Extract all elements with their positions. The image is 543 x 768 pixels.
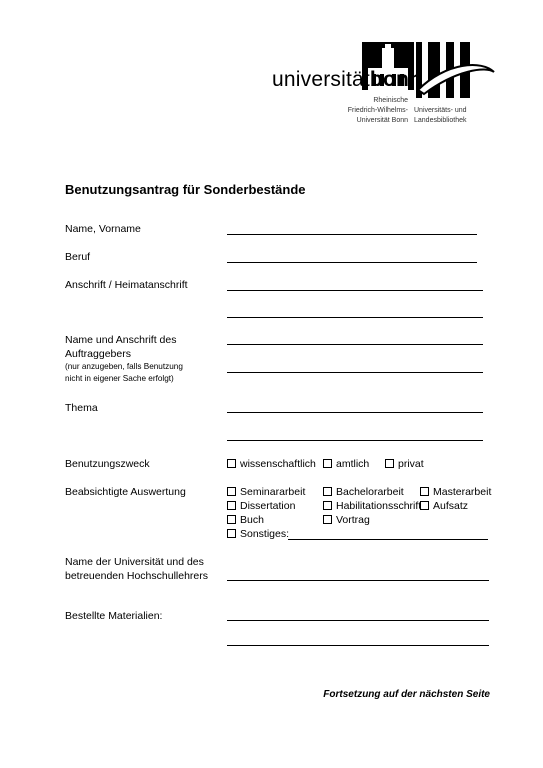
checkbox-dissertation[interactable]: Dissertation [227, 499, 295, 513]
checkbox-icon [227, 501, 236, 510]
checkbox-wissenschaftlich[interactable]: wissenschaftlich [227, 457, 316, 471]
checkbox-habilitationsschrift[interactable]: Habilitationsschrift [323, 499, 421, 513]
label-materialien: Bestellte Materialien: [65, 610, 163, 622]
checkbox-icon [323, 487, 332, 496]
label-auftraggeber: Name und Anschrift des Auftraggebers (nur anzugeben, falls Benutzung nicht in eigener Sache erfolgt) [65, 334, 183, 383]
logo-wordmark [272, 68, 422, 92]
field-thema-line-1[interactable] [227, 412, 483, 413]
field-auftraggeber-line-2[interactable] [227, 372, 483, 373]
checkbox-icon [385, 459, 394, 468]
checkbox-masterarbeit[interactable]: Masterarbeit [420, 485, 491, 499]
logo-word-regular: universität [272, 68, 370, 91]
label-name: Name, Vorname [65, 223, 141, 235]
field-universitaet-line[interactable] [227, 580, 489, 581]
checkbox-amtlich[interactable]: amtlich [323, 457, 369, 471]
label-zweck: Benutzungszweck [65, 458, 150, 470]
label-thema: Thema [65, 402, 98, 414]
checkbox-aufsatz[interactable]: Aufsatz [420, 499, 468, 513]
field-materialien-line-1[interactable] [227, 620, 489, 621]
page-title: Benutzungsantrag für Sonderbestände [65, 182, 306, 197]
checkbox-icon [323, 459, 332, 468]
field-anschrift-line-2[interactable] [227, 317, 483, 318]
checkbox-sonstiges[interactable]: Sonstiges: [227, 527, 289, 541]
field-thema-line-2[interactable] [227, 440, 483, 441]
continuation-note: Fortsetzung auf der nächsten Seite [323, 689, 490, 700]
label-auswertung: Beabsichtigte Auswertung [65, 486, 186, 498]
field-materialien-line-2[interactable] [227, 645, 489, 646]
logo-subtitle-right: Universitäts- und Landesbibliothek [414, 107, 467, 124]
checkbox-icon [227, 529, 236, 538]
field-sonstiges-line[interactable] [288, 539, 488, 540]
field-beruf-line[interactable] [227, 262, 477, 263]
library-bars-icon [416, 42, 496, 98]
checkbox-icon [227, 515, 236, 524]
checkbox-seminararbeit[interactable]: Seminararbeit [227, 485, 305, 499]
checkbox-icon [323, 515, 332, 524]
checkbox-icon [420, 501, 429, 510]
field-name-line[interactable] [227, 234, 477, 235]
checkbox-bachelorarbeit[interactable]: Bachelorarbeit [323, 485, 404, 499]
field-anschrift-line-1[interactable] [227, 290, 483, 291]
label-universitaet: Name der Universität und des betreuenden Hochschullehrers [65, 556, 209, 582]
checkbox-icon [420, 487, 429, 496]
checkbox-buch[interactable]: Buch [227, 513, 264, 527]
field-auftraggeber-line-1[interactable] [227, 344, 483, 345]
checkbox-vortrag[interactable]: Vortrag [323, 513, 370, 527]
checkbox-icon [227, 487, 236, 496]
checkbox-privat[interactable]: privat [385, 457, 424, 471]
checkbox-icon [323, 501, 332, 510]
checkbox-icon [227, 459, 236, 468]
logo-word-bold: bonn [369, 68, 423, 91]
university-logo [270, 40, 500, 130]
logo-subtitle-left: Rheinische Friedrich-Wilhelms- Universität Bonn [347, 97, 408, 124]
label-anschrift: Anschrift / Heimatanschrift [65, 279, 188, 291]
label-beruf: Beruf [65, 251, 91, 263]
